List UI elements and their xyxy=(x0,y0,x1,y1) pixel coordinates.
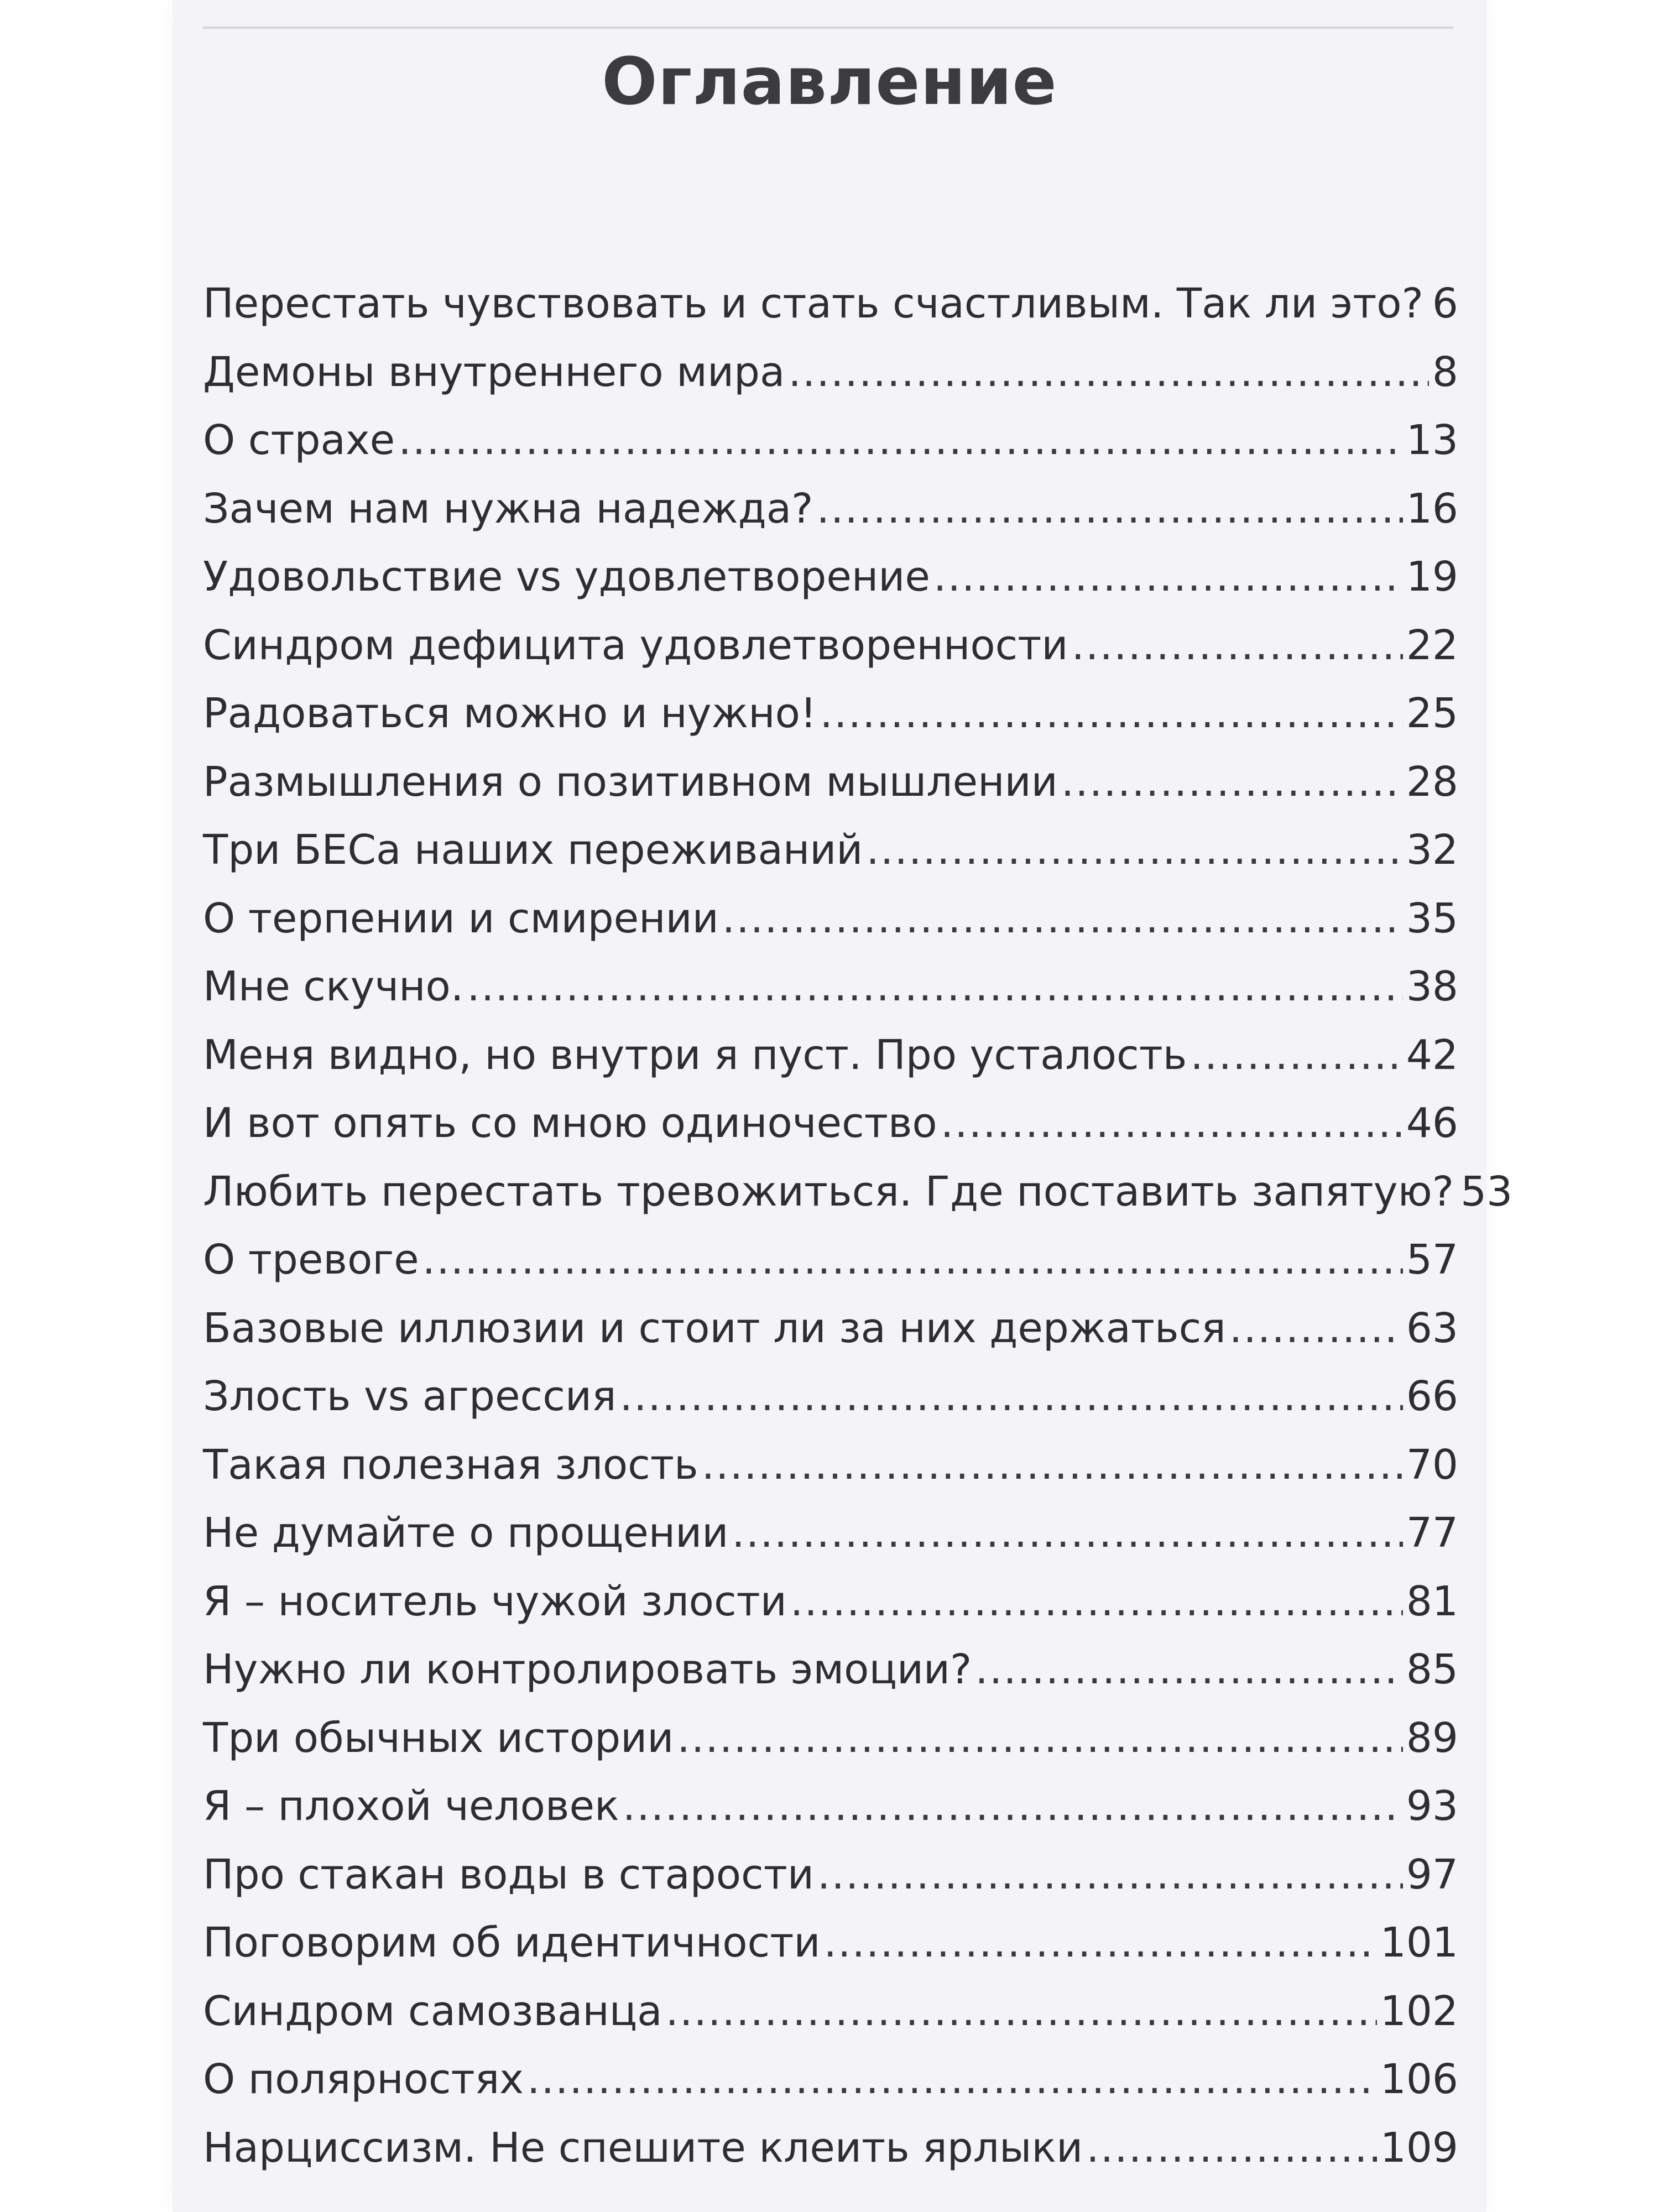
toc-entry-title: Синдром самозванца xyxy=(203,1987,662,2035)
toc-entry-page-number: 66 xyxy=(1406,1373,1458,1420)
toc-leader-dots xyxy=(1229,1295,1403,1363)
toc-entry-page-number: 6 xyxy=(1432,280,1458,327)
toc-entry-title: Синдром дефицита удовлетворенности xyxy=(203,621,1068,669)
toc-leader-dots xyxy=(1190,1021,1402,1090)
toc-entry-title: Демоны внутреннего мира xyxy=(203,348,785,396)
toc-leader-dots xyxy=(817,1841,1403,1910)
toc-entry-page-number: 89 xyxy=(1406,1714,1458,1762)
toc-entry-title: Зачем нам нужна надежда? xyxy=(203,484,813,533)
toc-entry-title: О полярностях xyxy=(203,2056,524,2103)
toc-entry-page-number: 70 xyxy=(1406,1441,1458,1489)
toc-leader-dots xyxy=(527,2046,1377,2114)
toc-entry-page-number: 57 xyxy=(1406,1236,1458,1284)
toc-entry xyxy=(203,338,1458,407)
toc-leader-dots xyxy=(933,543,1403,612)
toc-entry-page-number: 46 xyxy=(1406,1099,1458,1147)
toc-entry xyxy=(203,2114,1458,2183)
toc-leader-dots xyxy=(1086,2114,1377,2183)
toc-leader-dots xyxy=(623,1772,1403,1841)
toc-leader-dots xyxy=(941,1089,1403,1158)
toc-entry-title: Я – носитель чужой злости xyxy=(203,1577,787,1625)
toc-entry-page-number: 77 xyxy=(1406,1509,1458,1557)
toc-entry xyxy=(203,475,1458,544)
toc-entry-title: Злость vs агрессия xyxy=(203,1373,617,1420)
toc-leader-dots xyxy=(816,475,1402,544)
toc-entry-title: Удовольствие vs удовлетворение xyxy=(203,553,930,601)
toc-entry xyxy=(203,1295,1458,1363)
toc-leader-dots xyxy=(790,1568,1403,1636)
toc-entry xyxy=(203,2046,1458,2114)
toc-entry-title: Три обычных истории xyxy=(203,1714,674,1762)
toc-entry-title: Перестать чувствовать и стать счастливым. Так ли это? xyxy=(203,280,1423,327)
toc-leader-dots xyxy=(722,885,1403,953)
top-divider xyxy=(203,27,1453,29)
toc-entry-title: Три БЕСа наших переживаний xyxy=(203,826,863,874)
toc-leader-dots xyxy=(702,1431,1403,1500)
toc-entry xyxy=(203,612,1458,680)
toc-entry-title: Меня видно, но внутри я пуст. Про усталость xyxy=(203,1031,1187,1079)
toc-entry-title: Такая полезная злость xyxy=(203,1441,698,1489)
toc-entry-title: Радоваться можно и нужно! xyxy=(203,690,817,737)
toc-entry xyxy=(203,1978,1458,2046)
toc-entry-page-number: 25 xyxy=(1406,690,1458,737)
toc-entry-title: Поговорим об идентичности xyxy=(203,1919,821,1966)
toc-entry-page-number: 101 xyxy=(1380,1919,1458,1966)
toc-leader-dots xyxy=(788,338,1429,407)
toc-entry-page-number: 85 xyxy=(1406,1646,1458,1693)
toc-entry xyxy=(203,1568,1458,1636)
toc-entry-title: Размышления о позитивном мышлении xyxy=(203,758,1058,806)
toc-entry-page-number: 35 xyxy=(1406,894,1458,942)
toc-leader-dots xyxy=(665,1978,1376,2046)
toc-entry xyxy=(203,680,1458,748)
toc-entry-title: Не думайте о прощении xyxy=(203,1509,729,1557)
toc-entry-page-number: 102 xyxy=(1380,1987,1458,2035)
toc-entry-page-number: 16 xyxy=(1406,484,1458,533)
toc-leader-dots xyxy=(422,1226,1403,1295)
toc-entry xyxy=(203,748,1458,817)
toc-entry xyxy=(203,1089,1458,1158)
toc-entry xyxy=(203,406,1458,475)
toc-entry xyxy=(203,1772,1458,1841)
toc-entry-page-number: 13 xyxy=(1406,416,1458,464)
toc-entry-page-number: 8 xyxy=(1432,348,1458,396)
toc-entry-page-number: 81 xyxy=(1406,1577,1458,1625)
toc-entry-page-number: 19 xyxy=(1406,553,1458,601)
toc-entry xyxy=(203,1226,1458,1295)
toc-entry-title: И вот опять со мною одиночество xyxy=(203,1099,937,1147)
toc-leader-dots xyxy=(1061,748,1403,817)
toc-entry xyxy=(203,1158,1513,1227)
toc-entry-page-number: 97 xyxy=(1406,1850,1458,1898)
toc-entry xyxy=(203,953,1458,1021)
toc-leader-dots xyxy=(1071,612,1402,680)
toc-entry xyxy=(203,885,1458,953)
toc-leader-dots xyxy=(398,406,1403,475)
toc-leader-dots xyxy=(620,1363,1403,1431)
toc-leader-dots xyxy=(823,1909,1376,1978)
toc-entry-title: О тревоге xyxy=(203,1236,419,1284)
book-page xyxy=(173,0,1513,2212)
toc-leader-dots xyxy=(1427,270,1429,338)
toc-entry-title: Нужно ли контролировать эмоции? xyxy=(203,1646,972,1693)
toc-entry-title: О страхе xyxy=(203,416,395,464)
toc-entry xyxy=(203,1909,1458,1978)
toc-entry-page-number: 53 xyxy=(1460,1167,1513,1215)
toc-entry-page-number: 32 xyxy=(1406,826,1458,874)
toc-entry xyxy=(203,1841,1458,1910)
toc-entry xyxy=(203,1704,1458,1773)
toc-entry xyxy=(203,816,1458,885)
toc-entry xyxy=(203,1636,1458,1704)
toc-entry-title: Любить перестать тревожиться. Где поставить запятую? xyxy=(203,1167,1454,1215)
toc-entry-title: Про стакан воды в старости xyxy=(203,1850,814,1898)
toc-entry-title: Базовые иллюзии и стоит ли за них держаться xyxy=(203,1304,1226,1352)
toc-entry-page-number: 93 xyxy=(1406,1782,1458,1830)
toc-leader-dots xyxy=(820,680,1403,748)
toc-entry-page-number: 106 xyxy=(1380,2056,1458,2103)
toc-entry xyxy=(203,543,1458,612)
toc-entry-page-number: 42 xyxy=(1406,1031,1458,1079)
toc-entry-title: Я – плохой человек xyxy=(203,1782,619,1830)
toc-entry xyxy=(203,1431,1458,1500)
toc-entry xyxy=(203,1021,1458,1090)
toc-entry-title: О терпении и смирении xyxy=(203,894,719,942)
toc-entry-page-number: 38 xyxy=(1406,963,1458,1010)
toc-leader-dots xyxy=(975,1636,1403,1704)
table-of-contents xyxy=(203,270,1513,2182)
toc-leader-dots xyxy=(732,1499,1403,1568)
toc-entry xyxy=(203,1499,1458,1568)
toc-entry-title: Мне скучно. xyxy=(203,963,464,1010)
toc-leader-dots xyxy=(677,1704,1403,1773)
toc-entry-page-number: 63 xyxy=(1406,1304,1458,1352)
toc-entry-page-number: 22 xyxy=(1406,621,1458,669)
toc-entry-page-number: 28 xyxy=(1406,758,1458,806)
toc-leader-dots xyxy=(467,953,1402,1021)
toc-entry xyxy=(203,1363,1458,1431)
toc-entry xyxy=(203,270,1458,338)
toc-entry-page-number: 109 xyxy=(1380,2124,1458,2172)
page-title: Оглавление xyxy=(602,43,1057,119)
toc-leader-dots xyxy=(866,816,1402,885)
toc-entry-title: Нарциссизм. Не спешите клеить ярлыки xyxy=(203,2124,1083,2172)
